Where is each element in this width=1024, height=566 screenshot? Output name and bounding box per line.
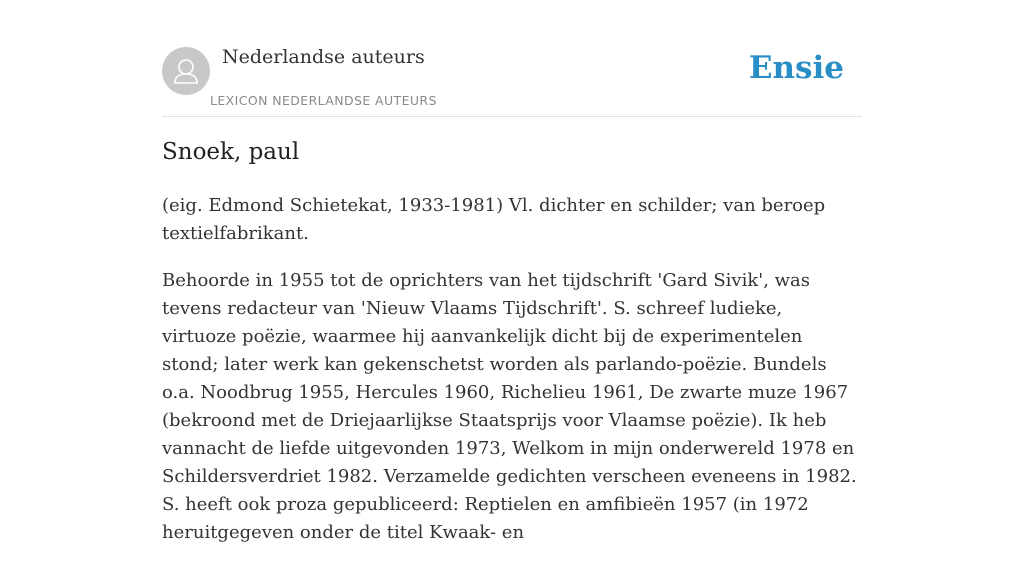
author-name[interactable]: Nederlandse auteurs	[222, 46, 425, 68]
header	[162, 46, 862, 117]
page-title: Snoek, paul	[162, 139, 300, 165]
article-paragraph-body: Behoorde in 1955 tot de oprichters van het tijdschrift 'Gard Sivik', was tevens redacteur van 'Nieuw Vlaams Tijdschrift'. S. schreef ludieke, virtuoze poëzie, waarmee hij aanvankelijk dicht bij de experimentelen stond; later werk kan gekenschetst worden als parlando-poëzie. Bundels o.a. Noodbrug 1955, Hercules 1960, Richelieu 1961, De zwarte muze 1967 (bekroond met de Driejaarlijkse Staatsprijs voor Vlaamse poëzie). Ik heb vannacht de liefde uitgevonden 1973, Welkom in mijn onderwereld 1978 en Schildersverdriet 1982. Verzamelde gedichten verscheen eveneens in 1982. S. heeft ook proza gepubliceerd: Reptielen en amfibieën 1957 (in 1972 heruitgegeven onder de titel Kwaak- en	[162, 270, 857, 543]
article-paragraph-intro: (eig. Edmond Schietekat, 1933-1981) Vl. dichter en schilder; van beroep textielfabrikant.	[162, 195, 826, 244]
brand-logo[interactable]: Ensie	[748, 50, 844, 86]
article-body	[162, 192, 862, 566]
user-avatar-icon	[162, 47, 210, 95]
source-label[interactable]: LEXICON NEDERLANDSE AUTEURS	[210, 93, 437, 108]
avatar[interactable]	[162, 47, 210, 95]
